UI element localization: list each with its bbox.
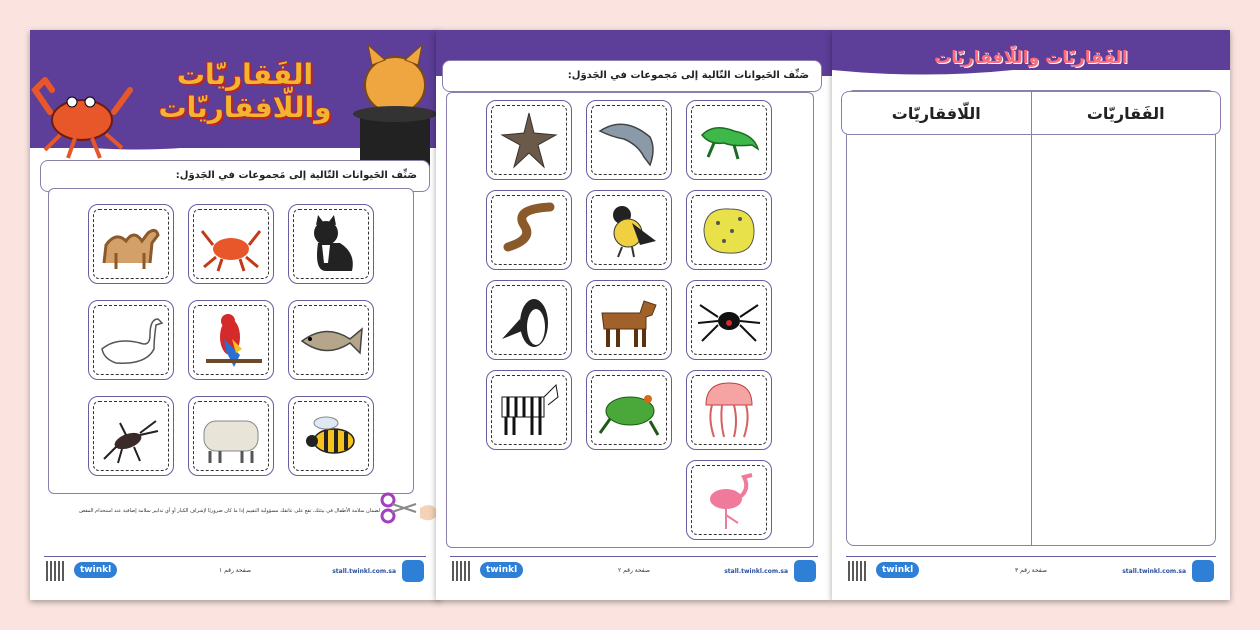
swan-icon	[96, 309, 166, 371]
frog-icon	[594, 379, 664, 441]
animal-card-lizard[interactable]	[686, 100, 772, 180]
site-link[interactable]: stall.twinkl.com.sa	[332, 568, 396, 575]
site-link[interactable]: stall.twinkl.com.sa	[724, 568, 788, 575]
page-footer	[846, 556, 1216, 586]
camel-icon	[96, 213, 166, 275]
bee-icon	[296, 405, 366, 467]
site-link[interactable]: stall.twinkl.com.sa	[1122, 568, 1186, 575]
animal-card-horse[interactable]	[586, 280, 672, 360]
badge-icon	[1192, 560, 1214, 582]
starfish-icon	[494, 109, 564, 171]
animal-card-snake[interactable]	[486, 190, 572, 270]
worksheet-page-3	[832, 30, 1230, 600]
crab-icon	[196, 213, 266, 275]
scissors-icon	[376, 488, 440, 528]
instruction-box: صَنِّف الحَيوانات التّالية إلى مَجموعات في الجَدوَل:	[442, 60, 822, 92]
animal-card-beetle[interactable]	[88, 396, 174, 476]
sheep-icon	[196, 405, 266, 467]
twinkl-logo: twinkl	[876, 562, 919, 578]
animal-card-zebra[interactable]	[486, 370, 572, 450]
animal-card-dolphin[interactable]	[586, 100, 672, 180]
animal-card-crab[interactable]	[188, 204, 274, 284]
badge-icon	[402, 560, 424, 582]
flamingo-icon	[694, 469, 764, 531]
fish-icon	[296, 309, 366, 371]
safety-note: لضمان سلامة الأطفال في بيئتك، تقع على عاتقك مسؤولية التقييم إذا ما كان ضروريًا لإشراف الكبار أو أي تدابير سلامة إضافية عند استخدام المقص	[79, 508, 380, 514]
horse-icon	[594, 289, 664, 351]
page-number: صفحة رقم ٢	[617, 567, 651, 574]
animal-card-cat[interactable]	[288, 204, 374, 284]
snake-icon	[494, 199, 564, 261]
page-footer	[44, 556, 426, 586]
sorting-table	[846, 90, 1216, 546]
animal-card-frog[interactable]	[586, 370, 672, 450]
lizard-icon	[694, 109, 764, 171]
animal-card-penguin[interactable]	[486, 280, 572, 360]
sponge-icon	[694, 199, 764, 261]
twinkl-logo: twinkl	[480, 562, 523, 578]
animal-card-sheep[interactable]	[188, 396, 274, 476]
page-title: الفَقاريّات واللّافقاريّات	[934, 48, 1128, 68]
animal-card-camel[interactable]	[88, 204, 174, 284]
animal-card-sponge[interactable]	[686, 190, 772, 270]
column-divider	[1031, 135, 1032, 545]
zebra-icon	[494, 379, 564, 441]
instruction-box: صَنِّف الحَيوانات التّالية إلى مَجموعات في الجَدوَل:	[40, 160, 430, 192]
worksheet-page-1	[30, 30, 440, 600]
column-invertebrates: اللّافقاريّات	[891, 103, 981, 123]
animal-card-spider[interactable]	[686, 280, 772, 360]
beetle-icon	[96, 405, 166, 467]
animal-card-starfish[interactable]	[486, 100, 572, 180]
animal-card-bee[interactable]	[288, 396, 374, 476]
animal-card-bird[interactable]	[586, 190, 672, 270]
twinkl-logo: twinkl	[74, 562, 117, 578]
animal-card-swan[interactable]	[88, 300, 174, 380]
page-number: صفحة رقم ١	[218, 567, 252, 574]
animal-card-fish[interactable]	[288, 300, 374, 380]
page-title: الفَقاريّات واللّافقاريّات	[158, 58, 332, 124]
animal-card-parrot[interactable]	[188, 300, 274, 380]
bird-icon	[594, 199, 664, 261]
badge-icon	[794, 560, 816, 582]
cat-icon	[296, 213, 366, 275]
parrot-icon	[196, 309, 266, 371]
dolphin-icon	[594, 109, 664, 171]
jellyfish-icon	[694, 379, 764, 441]
animal-card-jellyfish[interactable]	[686, 370, 772, 450]
penguin-icon	[494, 289, 564, 351]
worksheet-page-2	[436, 30, 832, 600]
page-footer	[450, 556, 818, 586]
table-header	[841, 91, 1221, 135]
page-number: صفحة رقم ٣	[1014, 567, 1048, 574]
animal-card-flamingo[interactable]	[686, 460, 772, 540]
column-vertebrates: الفَقاريّات	[1031, 92, 1221, 134]
spider-icon	[694, 289, 764, 351]
